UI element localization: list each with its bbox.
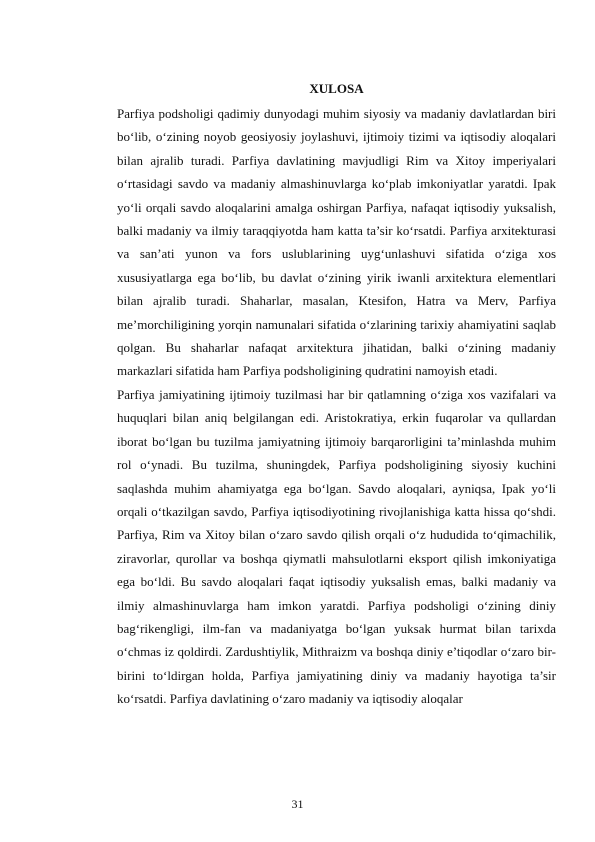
paragraph-2: Parfiya jamiyatining ijtimoiy tuzilmasi har bir qatlamning o‘ziga xos vazifalari va huquqlari bilan aniq belgilangan edi. Aristokratiya, erkin fuqarolar va qullardan iborat bo‘lgan bu tuzilma jamiyatning ijtimoiy barqarorligini ta’minlashda muhim rol o‘ynadi. Bu tuzilma, shuningdek, Parfiya podsholigining siyosiy kuchini saqlashda muhim ahamiyatga ega bo‘lgan. Savdo aloqalari, ayniqsa, Ipak yo‘li orqali o‘tkazilgan savdo, Parfiya iqtisodiyotining rivojlanishiga katta hissa qo‘shdi. Parfiya, Rim va Xitoy bilan o‘zaro savdo qilish orqali o‘z hududida to‘qimachilik, ziravorlar, qurollar va boshqa qiymatli mahsulotlarni eksport qilish imkoniyatiga ega bo‘ldi. Bu savdo aloqalari faqat iqtisodiy yuksalish emas, balki madaniy va ilmiy almashinuvlarga ham imkon yaratdi. Parfiya podsholigi o‘zining diniy bag‘rikengligi, ilm-fan va madaniyatga bo‘lgan yuksak hurmat bilan tarixda o‘chmas iz qoldirdi. Zardushtiylik, Mithraizm va boshqa diniy e’tiqodlar o‘zaro bir-birini to‘ldirgan holda, Parfiya jamiyatining diniy va madaniy hayotiga ta’sir ko‘rsatdi. Parfiya davlatining o‘zaro madaniy va iqtisodiy aloqalar [117,386,556,707]
page-content [117,80,556,711]
paragraph-1: Parfiya podsholigi qadimiy dunyodagi muhim siyosiy va madaniy davlatlardan biri bo‘lib, o‘zining noyob geosiyosiy joylashuvi, ijtimoiy tizimi va iqtisodiy aloqalari bilan ajralib turadi. Parfiya davlatining mavjudligi Rim va Xitoy imperiyalari o‘rtasidagi savdo va madaniy almashinuvlarga ko‘plab imkoniyatlar yaratdi. Ipak yo‘li orqali savdo aloqalarini amalga oshirgan Parfiya, nafaqat iqtisodiy yuksalish, balki madaniy va ilmiy taraqqiyotda ham katta ta’sir ko‘rsatdi. Parfiya arxitekturasi va san’ati yunon va fors uslublarining uyg‘unlashuvi sifatida o‘ziga xos xususiyatlarga ega bo‘lib, bu davlat o‘zining yirik iwanli arxitektura elementlari bilan ajralib turadi. Shaharlar, masalan, Ktesifon, Hatra va Merv, Parfiya me’morchiligining yorqin namunalari sifatida o‘zlarining tarixiy ahamiyatini saqlab qolgan. Bu shaharlar nafaqat arxitektura jihatidan, balki o‘zining madaniy markazlari sifatida ham Parfiya podsholigining qudratini namoyish etadi. [117,106,556,379]
page-number: 31 [291,797,304,811]
section-heading: XULOSA [309,81,364,96]
